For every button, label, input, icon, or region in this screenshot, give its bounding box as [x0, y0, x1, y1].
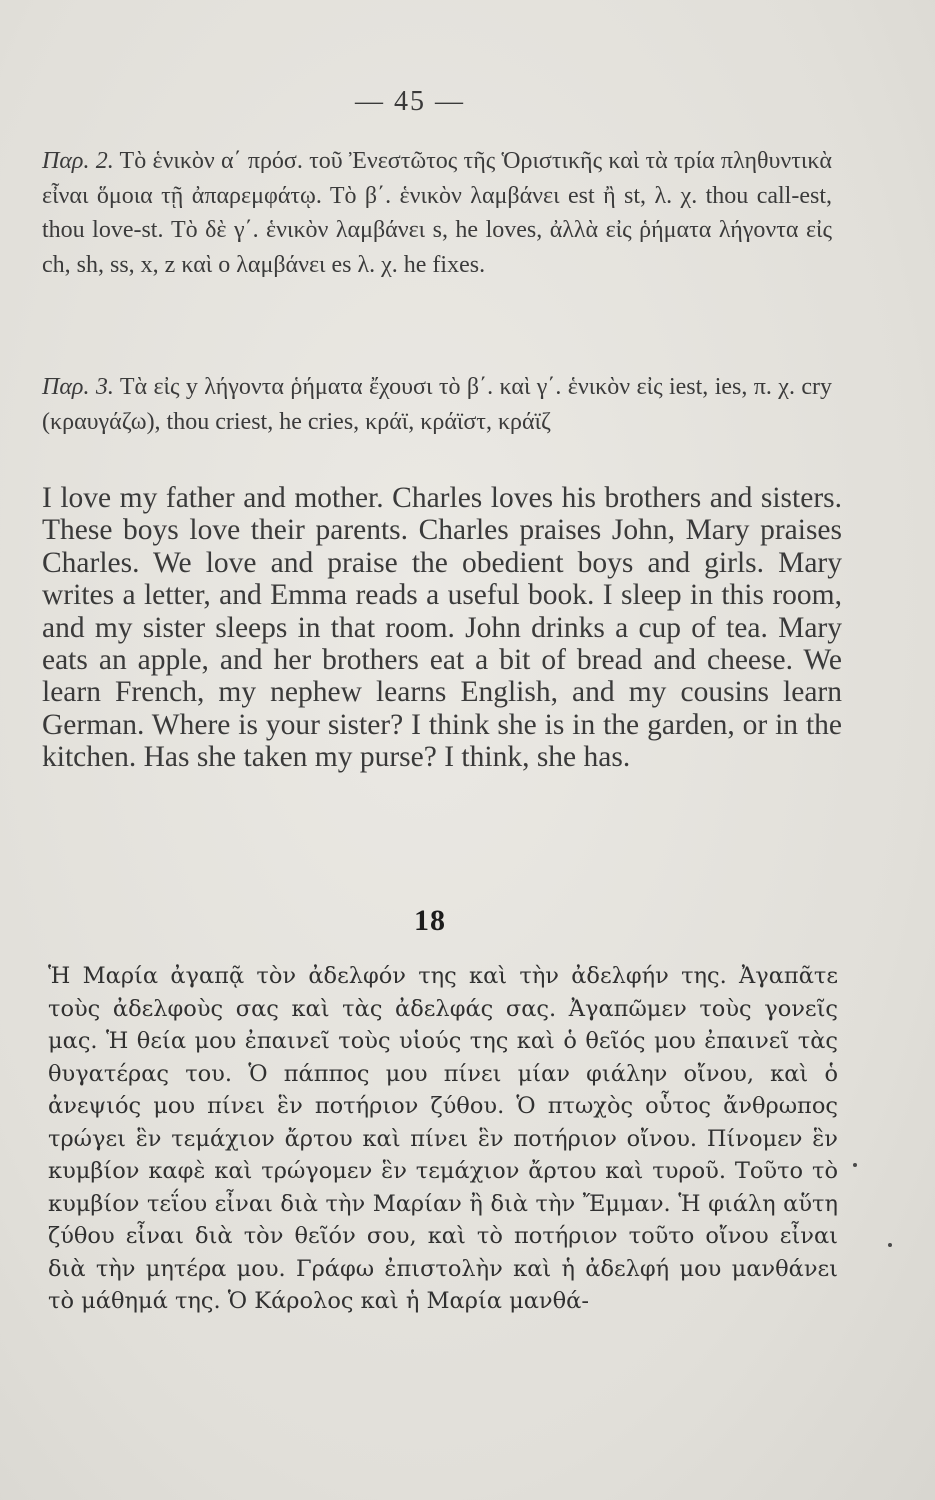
- grammar-note-2: [42, 144, 832, 282]
- greek-exercise-paragraph: Ἡ Μαρία ἀγαπᾷ τὸν ἀδελφόν της καὶ τὴν ἀδελφήν της. Ἀγαπᾶτε τοὺς ἀδελφοὺς σας καὶ τὰς ἀδελφάς σας. Ἀγαπῶμεν τοὺς γονεῖς μας. Ἡ θεία μου ἐπαινεῖ τοὺς υἱούς της καὶ ὁ θεῖός μου ἐπαινεῖ τὰς θυγατέρας του. Ὁ πάππος μου πίνει μίαν φιάλην οἴνου, καὶ ὁ ἀνεψιός μου πίνει ἓν ποτήριον ζύθου. Ὁ πτωχὸς οὗτος ἄνθρωπος τρώγει ἓν τεμάχιον ἄρτου καὶ πίνει ἓν ποτήριον οἴνου. Πίνομεν ἓν κυμβίον καφὲ καὶ τρώγομεν ἓν τεμάχιον ἄρτου καὶ τυροῦ. Τοῦτο τὸ κυμβίον τεΐου εἶναι διὰ τὴν Μαρίαν ἢ διὰ τὴν Ἔμμαν. Ἡ φιάλη αὕτη ζύθου εἶναι διὰ τὸν θεῖόν σου, καὶ τὸ ποτήριον τοῦτο οἴνου εἶναι διὰ τὴν μητέρα μου. Γράφω ἐπιστολὴν καὶ ἡ ἀδελφή μου μανθάνει τὸ μάθημά της. Ὁ Κάρολος καὶ ἡ Μαρία μανθά-: [48, 963, 838, 1314]
- page-number: — 45 —: [355, 86, 465, 117]
- note-label: Παρ. 3.: [42, 374, 114, 400]
- note-label: Παρ. 2.: [42, 148, 114, 174]
- note-text: Τὸ ἑνικὸν α΄ πρόσ. τοῦ Ἐνεστῶτος τῆς Ὁριστικῆς καὶ τὰ τρία πληθυντικὰ εἶναι ὅμοια τῇ ἀπαρεμφάτῳ. Τὸ β΄. ἑνικὸν λαμβάνει est ἢ st, λ. χ. thou call-est, thou love-st. Τὸ δὲ γ΄. ἑνικὸν λαμβάνει s, he loves, ἀλλὰ εἰς ῥήματα λήγοντα εἰς ch, sh, ss, x, z καὶ o λαμβάνει es λ. χ. he fixes.: [42, 148, 832, 278]
- grammar-note-3: [42, 370, 832, 439]
- lesson-number: 18: [414, 904, 446, 937]
- english-exercise-paragraph: I love my father and mother. Charles loves his brothers and sisters. These boys love their parents. Charles praises John, Mary praises Charles. We love and praise the obedient boys and girls. Mary writes a letter, and Emma reads a useful book. I sleep in this room, and my sister sleeps in that room. John drinks a cup of tea. Mary eats an apple, and her brothers eat a bit of bread and cheese. We learn French, my nephew learns English, and my cousins learn German. Where is your sister? I think she is in the garden, or in the kitchen. Has she taken my purse? I think, she has.: [42, 482, 842, 774]
- note-text: Τὰ εἰς y λήγοντα ῥήματα ἔχουσι τὸ β΄. καὶ γ΄. ἑνικὸν εἰς iest, ies, π. χ. cry (κραυγάζω), thou criest, he cries, κράϊ, κράϊστ, κράϊζ: [42, 374, 832, 435]
- ink-speck: [888, 1243, 892, 1247]
- ink-speck: [853, 1163, 857, 1167]
